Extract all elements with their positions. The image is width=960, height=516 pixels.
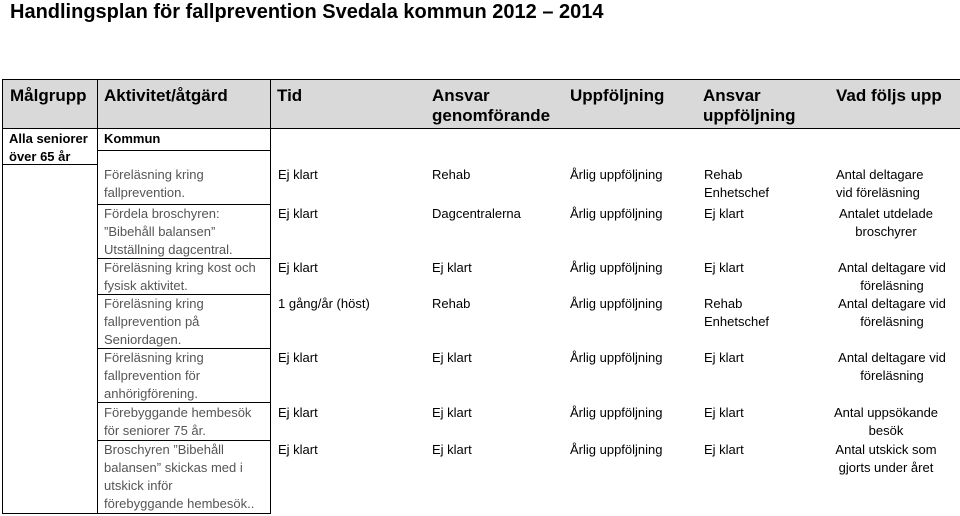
activity-cell: Fördela broschyren: ”Bibehåll balansen” Utställning dagcentral. <box>104 206 233 257</box>
followup-cell: Årlig uppföljning <box>570 206 663 221</box>
followup-responsible-cell: Ej klart <box>704 260 744 275</box>
responsible-cell: Ej klart <box>432 442 472 457</box>
header-uppfoljning: Uppföljning <box>570 86 665 105</box>
responsible-cell: Ej klart <box>432 260 472 275</box>
followup-responsible-cell: Ej klart <box>704 350 744 365</box>
followup-cell: Årlig uppföljning <box>570 405 663 420</box>
followup-responsible-cell: Ej klart <box>704 442 744 457</box>
header-vad: Vad följs upp <box>836 86 942 105</box>
column-divider <box>270 79 271 514</box>
header-bottom-border <box>2 128 960 129</box>
header-tid: Tid <box>277 86 303 105</box>
responsible-cell: Rehab <box>432 167 471 182</box>
followup-cell: Årlig uppföljning <box>570 260 663 275</box>
measured-cell: Antal deltagare vid föreläsning <box>838 350 946 383</box>
activity-cell: Förebyggande hembesök för seniorer 75 år. <box>104 405 252 438</box>
followup-cell: Årlig uppföljning <box>570 167 663 182</box>
kommun-label: Kommun <box>104 131 161 146</box>
table-left-border <box>2 79 3 514</box>
responsible-cell: Dagcentralerna <box>432 206 521 221</box>
responsible-cell: Rehab <box>432 296 471 311</box>
responsible-cell: Ej klart <box>432 350 472 365</box>
target-group-cell: Alla seniorer över 65 år <box>9 131 88 164</box>
activity-cell: Föreläsning kring kost och fysisk aktivitet. <box>104 260 256 293</box>
measured-cell: Antalet utdelade broschyrer <box>839 206 933 239</box>
time-cell: Ej klart <box>278 405 318 420</box>
followup-cell: Årlig uppföljning <box>570 442 663 457</box>
followup-cell: Årlig uppföljning <box>570 350 663 365</box>
time-cell: 1 gång/år (höst) <box>278 296 370 311</box>
header-malgrupp: Målgrupp <box>10 86 87 105</box>
followup-responsible-cell: Rehab Enhetschef <box>704 167 770 200</box>
followup-responsible-cell: Ej klart <box>704 206 744 221</box>
header-ansvar-genomforande: Ansvar genomförande <box>432 86 551 125</box>
measured-cell: Antal deltagare vid föreläsning <box>838 260 946 293</box>
responsible-cell: Ej klart <box>432 405 472 420</box>
table-top-border <box>2 79 960 80</box>
table-bottom-border <box>2 513 270 514</box>
time-cell: Ej klart <box>278 167 318 182</box>
time-cell: Ej klart <box>278 206 318 221</box>
column-divider <box>97 79 98 514</box>
followup-responsible-cell: Rehab Enhetschef <box>704 296 770 329</box>
activity-cell: Broschyren ”Bibehåll balansen” skickas med i utskick inför förebyggande hembesök.. <box>104 442 255 511</box>
activity-cell: Föreläsning kring fallprevention. <box>104 167 204 200</box>
time-cell: Ej klart <box>278 260 318 275</box>
measured-cell: Antal uppsökande besök <box>833 405 939 438</box>
row-divider <box>97 150 270 151</box>
measured-cell: Antal deltagare vid föreläsning <box>836 167 924 200</box>
header-aktivitet: Aktivitet/åtgärd <box>104 86 228 105</box>
page-title: Handlingsplan för fallprevention Svedala kommun 2012 – 2014 <box>10 1 604 23</box>
time-cell: Ej klart <box>278 350 318 365</box>
followup-responsible-cell: Ej klart <box>704 405 744 420</box>
followup-cell: Årlig uppföljning <box>570 296 663 311</box>
activity-cell: Föreläsning kring fallprevention för anhörigförening. <box>104 350 204 401</box>
measured-cell: Antal utskick som gjorts under året <box>835 442 937 475</box>
activity-cell: Föreläsning kring fallprevention på Seniordagen. <box>104 296 204 347</box>
time-cell: Ej klart <box>278 442 318 457</box>
header-ansvar-uppfoljning: Ansvar uppföljning <box>703 86 796 125</box>
measured-cell: Antal deltagare vid föreläsning <box>838 296 946 329</box>
